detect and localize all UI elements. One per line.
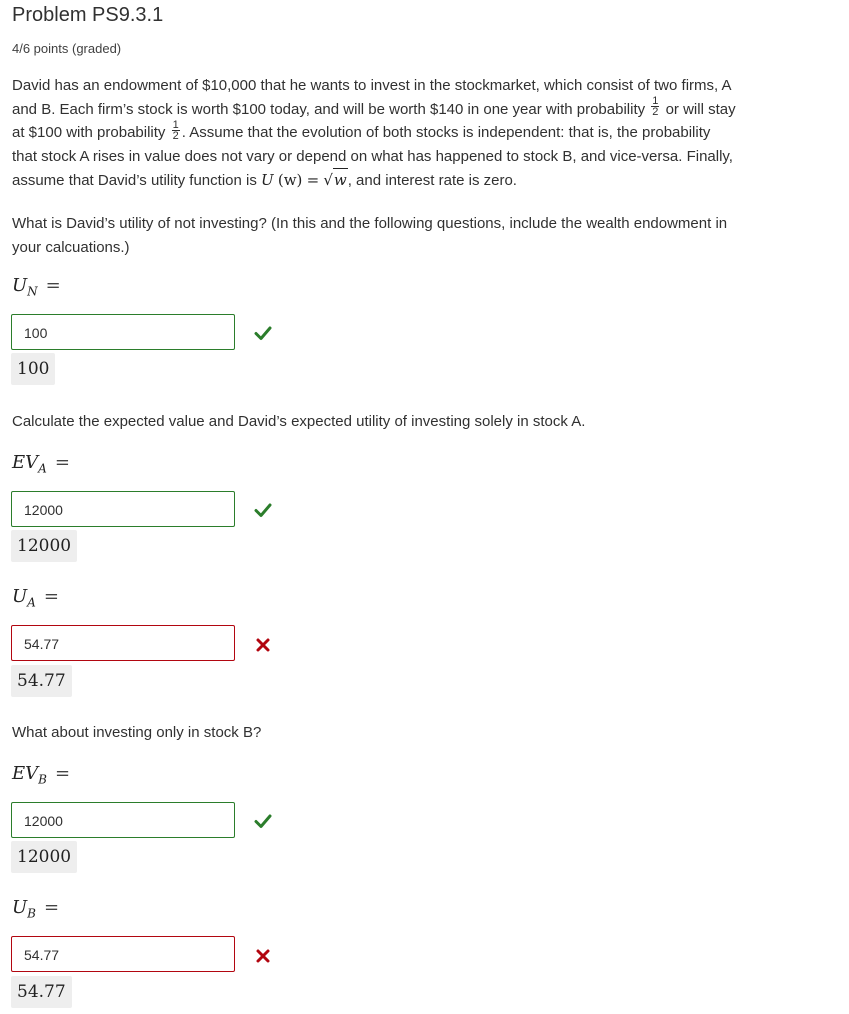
fraction-one-half: $\frac{1}{2}$ xyxy=(652,95,659,119)
q3-u-answer-input[interactable]: 54.77 xyxy=(11,936,235,972)
intro-line-3: at $100 with probability $\frac{1}{2}$ . Assume that the evolution of both stocks is independent: that is, the probability xyxy=(12,118,711,142)
q3-u-answer-preview: 54.77 xyxy=(11,976,72,1008)
checkmark-icon xyxy=(254,812,272,830)
q3-ev-answer-preview: 12000 xyxy=(11,841,77,873)
intro-line-4: that stock A rises in value does not vary or depend on what has happened to stock B, and vice-versa. Finally, xyxy=(12,147,733,165)
checkmark-icon xyxy=(254,501,272,519)
problem-description xyxy=(12,74,802,193)
q3-prompt: What about investing only in stock B? xyxy=(12,724,262,741)
q2-ev-label: $EV_A$ = xyxy=(12,452,70,476)
utility-formula: U (w) = √w xyxy=(261,172,348,189)
checkmark-icon xyxy=(254,324,272,342)
q1-answer-input[interactable]: 100 xyxy=(11,314,235,350)
q2-u-answer-input[interactable]: 54.77 xyxy=(11,625,235,661)
intro-line-5: assume that David’s utility function is U (w) = √w, and interest rate is zero. xyxy=(12,168,802,193)
q3-ev-answer-input[interactable]: 12000 xyxy=(11,802,235,838)
q1-label: $U_N$ = xyxy=(12,275,61,299)
q3-ev-label: $EV_B$ = xyxy=(12,763,71,787)
q2-prompt: Calculate the expected value and David’s expected utility of investing solely in stock A. xyxy=(12,413,586,430)
intro-line-2: and B. Each firm’s stock is worth $100 today, and will be worth $140 in one year with probability $\frac{1}{2}$ or will stay xyxy=(12,95,736,119)
intro-line-1: David has an endowment of $10,000 that he wants to invest in the stockmarket, which consist of two firms, A xyxy=(12,77,732,94)
problem-title: Problem PS9.3.1 xyxy=(12,4,164,26)
fraction-one-half: $\frac{1}{2}$ xyxy=(172,118,179,142)
cross-icon xyxy=(254,947,272,965)
q2-u-label: $U_A$ = xyxy=(12,586,59,610)
q2-ev-answer-preview: 12000 xyxy=(11,530,77,562)
q1-prompt: What is David’s utility of not investing? (In this and the following questions, include the wealth endowment in your calcuations.) xyxy=(12,215,728,256)
q1-answer-preview: 100 xyxy=(11,353,55,385)
q2-ev-answer-input[interactable]: 12000 xyxy=(11,491,235,527)
q3-u-label: $U_B$ = xyxy=(12,897,60,921)
cross-icon xyxy=(254,636,272,654)
points-status: 4/6 points (graded) xyxy=(12,41,122,56)
q2-u-answer-preview: 54.77 xyxy=(11,665,72,697)
